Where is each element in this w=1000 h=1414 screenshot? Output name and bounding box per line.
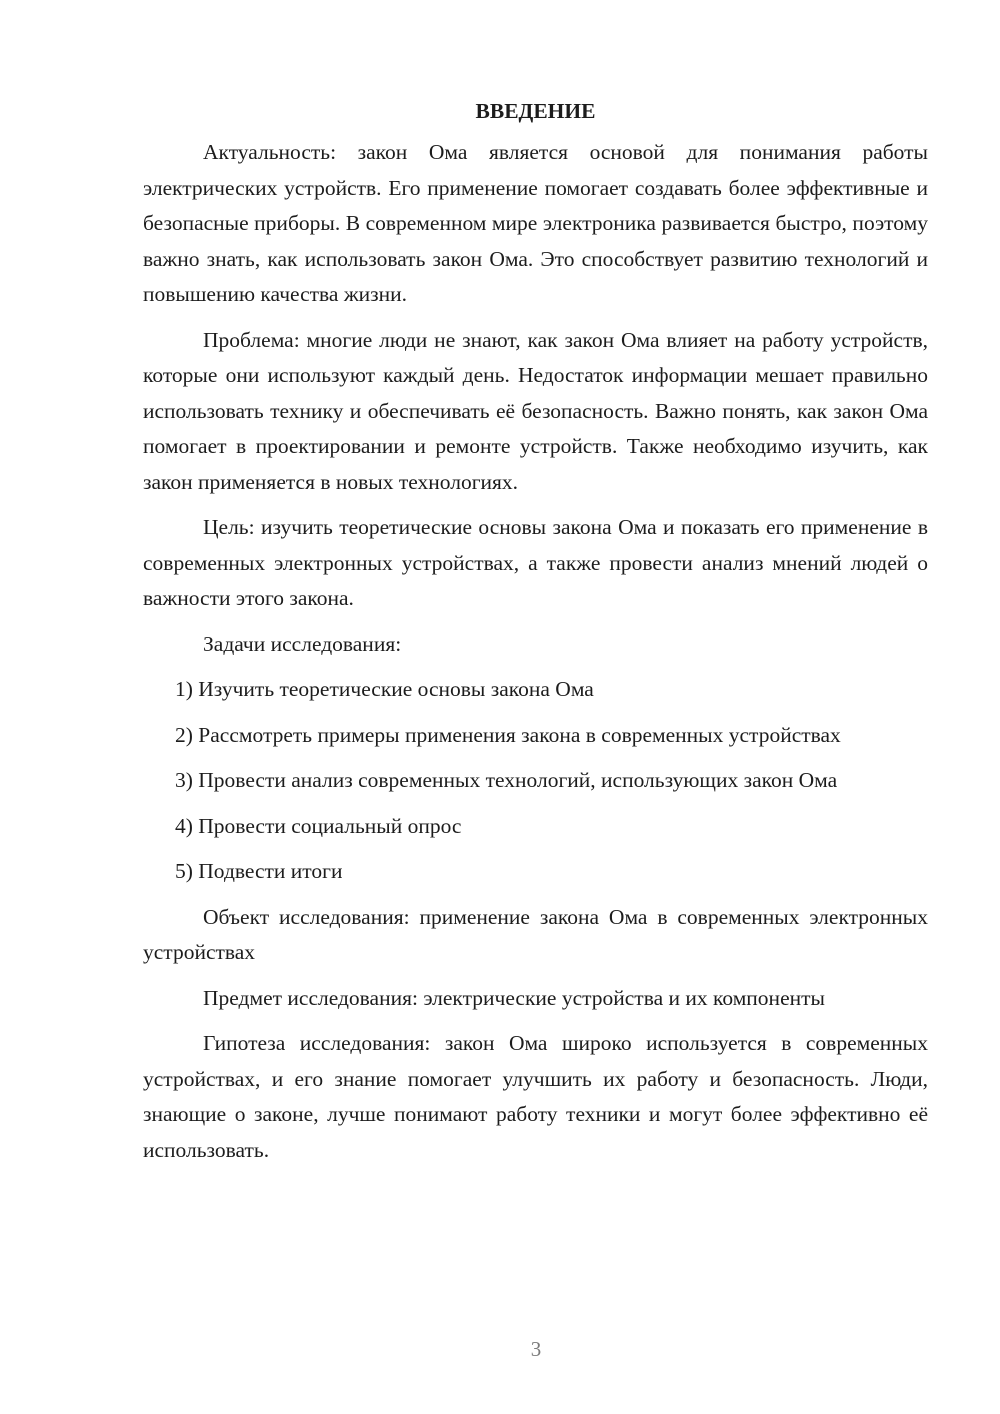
document-page	[143, 96, 928, 1178]
paragraph-object: Объект исследования: применение закона Ома в современных электронных устройствах	[143, 904, 928, 964]
paragraph-subject: Предмет исследования: электрические устройства и их компоненты	[203, 985, 825, 1010]
task-item: 1) Изучить теоретические основы закона Ома	[175, 677, 594, 701]
section-title: ВВЕДЕНИЕ	[475, 99, 596, 123]
paragraph-relevance: Актуальность: закон Ома является основой для понимания работы электрических устройств. Его применение помогает создавать более эффективные и безопасные приборы. В современном мире электроника развивается быстро, поэтому важно знать, как использовать закон Ома. Это способствует развитию технологий и повышению качества жизни.	[143, 140, 928, 306]
task-item: 3) Провести анализ современных технологий, использующих закон Ома	[175, 768, 838, 792]
task-item: 4) Провести социальный опрос	[175, 813, 462, 838]
page-number: 3	[530, 1337, 542, 1361]
task-item: 2) Рассмотреть примеры применения закона в современных устройствах	[175, 722, 841, 747]
paragraph-problem: Проблема: многие люди не знают, как закон Ома влияет на работу устройств, которые они используют каждый день. Недостаток информации мешает правильно использовать технику и обеспечивать её безопасность. Важно понять, как закон Ома помогает в проектировании и ремонте устройств. Также необходимо изучить, как закон применяется в новых технологиях.	[143, 327, 928, 494]
paragraph-hypothesis: Гипотеза исследования: закон Ома широко используется в современных устройствах, и его знание помогает улучшить их работу и безопасность. Люди, знающие о законе, лучше понимают работу техники и могут более эффективно её использовать.	[143, 1031, 928, 1162]
task-item: 5) Подвести итоги	[175, 859, 343, 883]
tasks-heading: Задачи исследования:	[203, 631, 402, 656]
paragraph-goal: Цель: изучить теоретические основы закона Ома и показать его применение в современных электронных устройствах, а также провести анализ мнений людей о важности этого закона.	[143, 515, 928, 610]
